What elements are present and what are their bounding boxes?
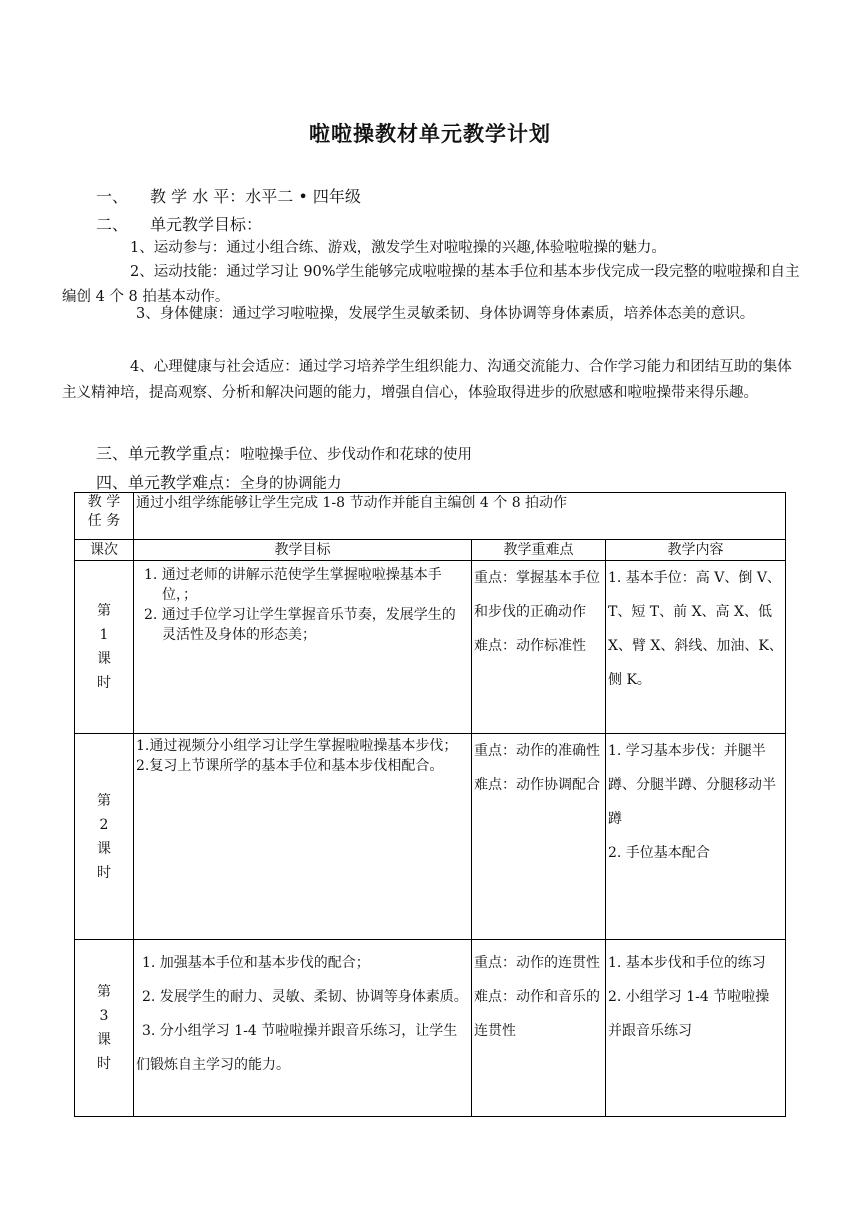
- lesson-content-cell: 1. 学习基本步伐：并腿半蹲、分腿半蹲、分腿移动半蹲 2. 手位基本配合: [606, 734, 786, 940]
- section-teaching-level: [96, 184, 361, 207]
- header-cell: 课次: [75, 540, 134, 561]
- lesson-objectives-cell: 1.通过视频分小组学习让学生掌握啦啦操基本步伐； 2.复习上节课所学的基本手位和基本步伐相配合。: [134, 734, 472, 940]
- lesson-row: [75, 940, 786, 1117]
- lesson-key-points-cell: 重点：动作的准确性 难点：动作协调配合: [472, 734, 606, 940]
- lesson-content-cell: 1. 基本手位：高 V、倒 V、T、短 T、前 X、高 X、低 X、臂 X、斜线、加油、K、侧 K。: [606, 561, 786, 734]
- section-number: 二、: [96, 215, 129, 234]
- lesson-row: [75, 734, 786, 940]
- header-cell: 教学内容: [606, 540, 786, 561]
- section-unit-objectives: [96, 212, 262, 235]
- section-label: 单元教学目标：: [150, 215, 263, 234]
- lesson-objectives-cell: 1. 通过老师的讲解示范使学生掌握啦啦操基本手位，； 2. 通过手位学习让学生掌握音乐节奏，发展学生的灵活性及身体的形态美；: [134, 561, 472, 734]
- header-cell: 教学重难点: [472, 540, 606, 561]
- lesson-objectives-cell: 1. 加强基本手位和基本步伐的配合； 2. 发展学生的耐力、灵敏、柔韧、协调等身体素质。 3. 分小组学习 1-4 节啦啦操并跟音乐练习，让学生们锻炼自主学习的能力。: [134, 940, 472, 1117]
- lesson-number-cell: 第 2 课 时: [75, 734, 134, 940]
- section-difficulties: 四、单元教学难点：全身的协调能力: [96, 473, 342, 492]
- section-key-points: 三、单元教学重点：啦啦操手位、步伐动作和花球的使用: [96, 444, 473, 463]
- objective-1: 1、运动参与：通过小组合练、游戏，激发学生对啦啦操的兴趣,体验啦啦操的魅力。: [130, 240, 666, 256]
- header-row: [75, 540, 786, 561]
- lesson-plan-table: [74, 492, 786, 1117]
- objective-2: 2、运动技能：通过学习让 90%学生能够完成啦啦操的基本手位和基本步伐完成一段完整的啦啦操和自主编创 4 个 8 拍基本动作。: [62, 264, 800, 305]
- lesson-row: [75, 561, 786, 734]
- page-title: 啦啦操教材单元教学计划: [309, 121, 551, 146]
- lesson-number-cell: 第 3 课 时: [75, 940, 134, 1117]
- objective-4: 4、心理健康与社会适应：通过学习培养学生组织能力、沟通交流能力、合作学习能力和团结互助的集体主义精神培，提高观察、分析和解决问题的能力，增强自信心，体验取得进步的欣慰感和啦啦操带来得乐趣。: [62, 359, 792, 401]
- lesson-content-cell: 1. 基本步伐和手位的练习 2. 小组学习 1-4 节啦啦操并跟音乐练习: [606, 940, 786, 1117]
- task-label-cell: 教 学 任 务: [75, 493, 134, 540]
- lesson-number-cell: 第 1 课 时: [75, 561, 134, 734]
- task-row: [75, 493, 786, 540]
- header-cell: 教学目标: [134, 540, 472, 561]
- section-number: 一、: [96, 187, 129, 206]
- lesson-key-points-cell: 重点：动作的连贯性 难点：动作和音乐的连贯性: [472, 940, 606, 1117]
- lesson-key-points-cell: 重点：掌握基本手位和步伐的正确动作 难点：动作标准性: [472, 561, 606, 734]
- section-value: 水平二 • 四年级: [245, 187, 361, 206]
- objective-3: 3、身体健康：通过学习啦啦操，发展学生灵敏柔韧、身体协调等身体素质，培养体态美的意识。: [136, 306, 755, 322]
- section-label: 教 学 水 平：: [150, 187, 246, 206]
- task-text-cell: 通过小组学练能够让学生完成 1-8 节动作并能自主编创 4 个 8 拍动作: [134, 493, 786, 540]
